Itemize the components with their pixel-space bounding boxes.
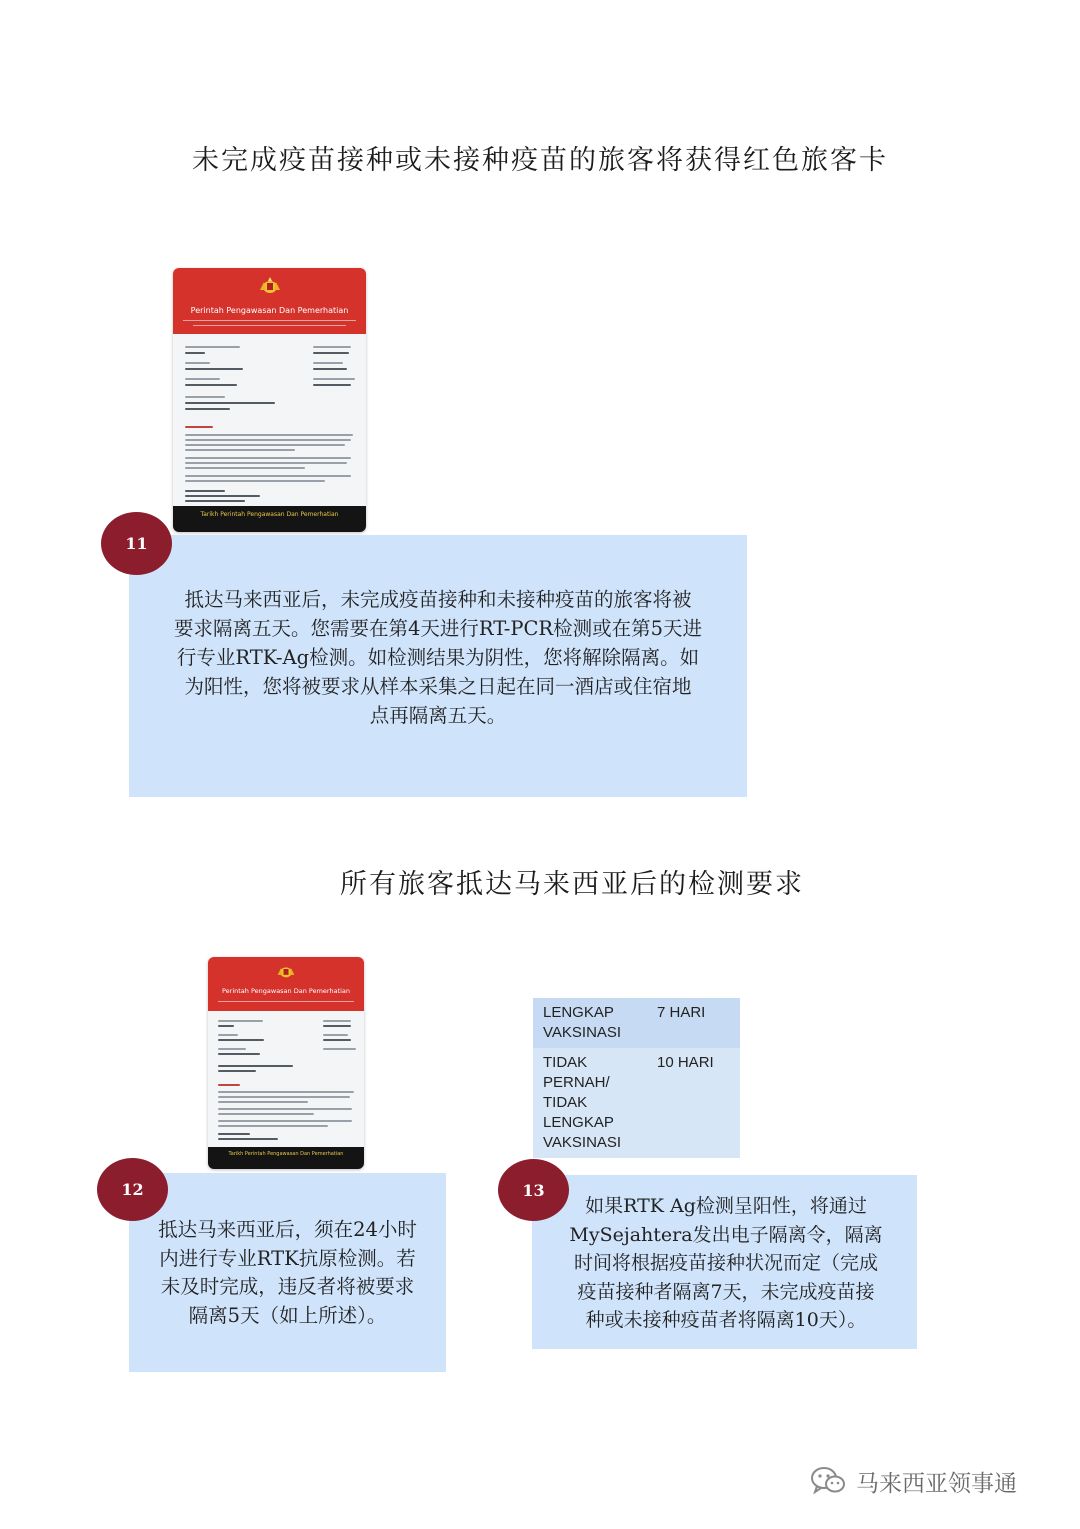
watermark xyxy=(810,1463,1017,1499)
quarantine-days-cell: 7 HARI xyxy=(647,998,740,1048)
wechat-icon xyxy=(810,1466,846,1496)
step-badge-13: 13 xyxy=(498,1159,569,1221)
table-row xyxy=(533,998,740,1048)
text-line: 点再隔离五天。 xyxy=(369,704,507,727)
text-line: 要求隔离五天。您需要在第4天进行RT-PCR检测或在第5天进 xyxy=(174,617,702,640)
text-line: 如果RTK Ag检测呈阳性，将通过 xyxy=(585,1195,867,1217)
step-12-text xyxy=(136,1216,439,1330)
card-title: Perintah Pengawasan Dan Pemerhatian xyxy=(221,987,351,995)
text-line: 疫苗接种者隔离7天，未完成疫苗接 xyxy=(577,1280,875,1303)
section-heading-testing: 所有旅客抵达马来西亚后的检测要求 xyxy=(340,869,804,900)
card-footer-text: Tarikh Perintah Pengawasan Dan Pemerhatian xyxy=(228,1151,344,1157)
step-11-text xyxy=(140,585,736,730)
vaccination-status-cell: LENGKAP VAKSINASI xyxy=(533,998,647,1048)
text-line: 未及时完成，违反者将被要求 xyxy=(160,1275,415,1298)
coat-of-arms-icon xyxy=(276,963,296,980)
vaccination-status-cell: TIDAK PERNAH/ TIDAK LENGKAP VAKSINASI xyxy=(533,1048,647,1158)
card-footer-text: Tarikh Perintah Pengawasan Dan Pemerhatian xyxy=(200,511,339,518)
table-row xyxy=(533,1048,740,1158)
step-13-text xyxy=(540,1192,912,1335)
card-title: Perintah Pengawasan Dan Pemerhatian xyxy=(190,306,349,315)
travel-card-image-small xyxy=(208,957,364,1169)
text-line: 内进行专业RTK抗原检测。若 xyxy=(159,1246,416,1270)
step-badge-11: 11 xyxy=(101,512,172,575)
quarantine-days-cell: 10 HARI xyxy=(647,1048,740,1158)
text-line: 为阳性，您将被要求从样本采集之日起在同一酒店或住宿地 xyxy=(184,675,692,698)
text-line: 抵达马来西亚后，未完成疫苗接种和未接种疫苗的旅客将被 xyxy=(184,588,692,611)
text-line: 隔离5天（如上所述）。 xyxy=(188,1303,387,1327)
watermark-text: 马来西亚领事通 xyxy=(856,1470,1017,1497)
travel-card-image xyxy=(173,268,366,532)
quarantine-days-table xyxy=(533,998,740,1158)
text-line: 时间将根据疫苗接种状况而定（完成 xyxy=(573,1252,878,1274)
coat-of-arms-icon xyxy=(258,276,282,296)
section-heading-red-card: 未完成疫苗接种或未接种疫苗的旅客将获得红色旅客卡 xyxy=(192,145,888,176)
text-line: 抵达马来西亚后，须在24小时 xyxy=(158,1218,417,1241)
text-line: MySejahtera发出电子隔离令，隔离 xyxy=(569,1223,883,1246)
text-line: 行专业RTK-Ag检测。如检测结果为阴性，您将解除隔离。如 xyxy=(176,646,700,669)
step-badge-12: 12 xyxy=(97,1158,168,1221)
text-line: 种或未接种疫苗者将隔离10天）。 xyxy=(585,1309,867,1331)
